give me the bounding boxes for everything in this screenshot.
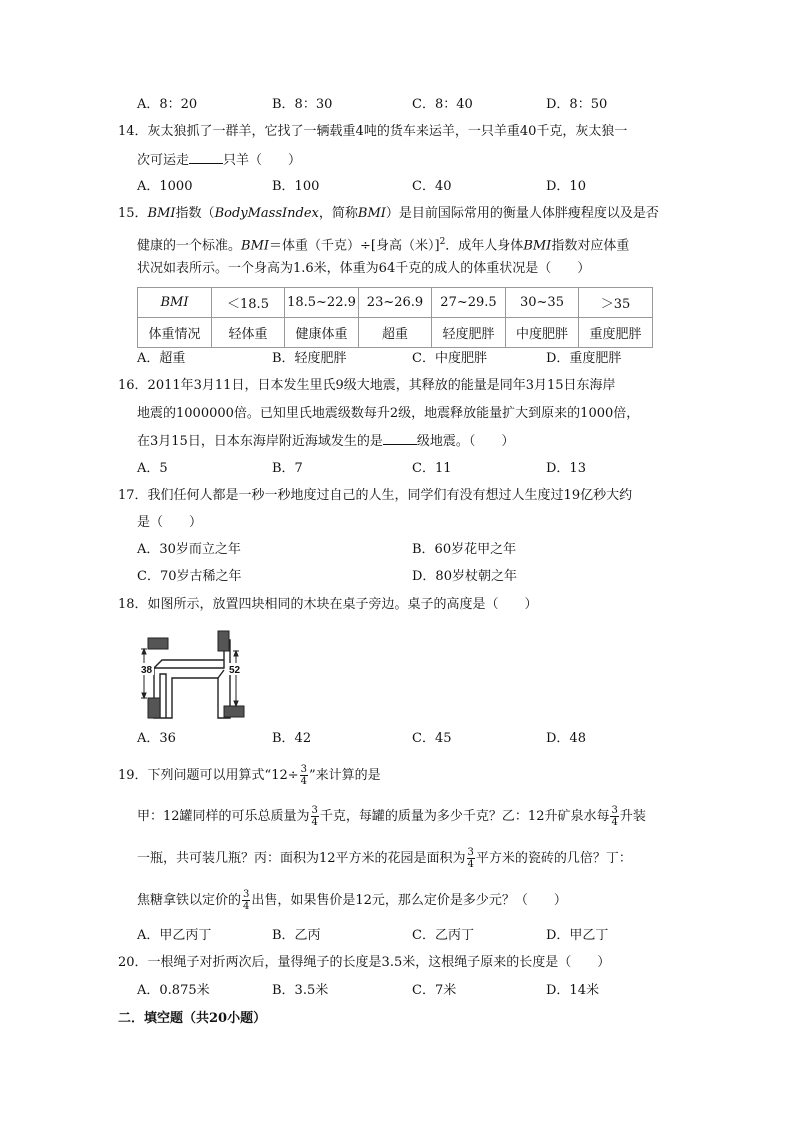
q15-option-c: C．中度肥胖 xyxy=(412,351,487,366)
bmi-table-cell: 体重情况 xyxy=(138,318,212,348)
bmi-table-cell: 27~29.5 xyxy=(432,288,506,318)
q19-stem-line2 xyxy=(137,804,646,830)
q14-blank xyxy=(189,151,223,164)
q15-text: ，简称 xyxy=(318,206,358,221)
fraction-denominator: 4 xyxy=(311,817,318,828)
bmi-table-row xyxy=(138,288,653,318)
q16-stem-line2: 地震的1000000倍。已知里氏地震级数每升2级，地震释放能量扩大到原来的1000倍， xyxy=(137,406,640,421)
fraction-3-4 xyxy=(242,889,250,912)
wood-block xyxy=(148,698,160,718)
q19-text: 19．下列问题可以用算式“12÷ xyxy=(118,768,299,783)
section-title: 二．填空题（共20小题） xyxy=(118,1011,267,1026)
q14-stem-line1: 14．灰太狼抓了一群羊，它找了一辆载重4吨的货车来运羊，一只羊重40千克，灰太狼一 xyxy=(118,124,628,139)
q17-option-d: D．80岁杖朝之年 xyxy=(412,569,517,584)
q15-superscript: 2 xyxy=(439,237,446,247)
q19-stem-line3 xyxy=(137,846,632,872)
q14-option-d: D．10 xyxy=(546,179,586,194)
q18-option-b: B．42 xyxy=(272,731,312,746)
q18-option-a: A．36 xyxy=(137,731,176,746)
q15-option-b: B．轻度肥胖 xyxy=(272,351,347,366)
q14-stem-tail: 只羊（ ） xyxy=(223,153,302,168)
q15-stem-line3: 状况如表所示。一个身高为1.6米，体重为64千克的成人的体重状况是（ ） xyxy=(137,261,591,276)
q15-text: 指数对应体重 xyxy=(551,238,630,254)
q18-option-c: C．45 xyxy=(412,731,452,746)
q14-option-b: B．100 xyxy=(272,179,320,194)
q19-text: ”来计算的是 xyxy=(309,768,381,783)
fraction-numerator: 3 xyxy=(300,764,307,775)
bmi-table-row xyxy=(138,318,653,348)
wood-block xyxy=(218,631,229,651)
q15-text: 健康的一个标准。 xyxy=(137,238,242,254)
fraction-3-4 xyxy=(300,764,308,787)
q15-stem-line2 xyxy=(137,233,629,255)
fraction-3-4 xyxy=(311,805,319,828)
q14-stem-text: 次可运走 xyxy=(137,153,190,168)
bmi-table-cell: 中度肥胖 xyxy=(506,318,579,348)
bmi-table-cell: ＞35 xyxy=(579,288,653,318)
q19-text: 甲：12罐同样的可乐总质量为 xyxy=(137,809,310,824)
q20-option-c: C．7米 xyxy=(412,983,457,998)
fraction-numerator: 3 xyxy=(243,889,250,900)
q13-option-b: B．8：30 xyxy=(272,97,333,112)
fraction-numerator: 3 xyxy=(467,847,474,858)
q15-formula: ＝体重（千克）÷[身高（米）] xyxy=(269,238,440,254)
q15-stem-line1 xyxy=(118,205,659,223)
q16-stem-line1: 16．2011年3月11日，日本发生里氏9级大地震，其释放的能量是同年3月15日东海岸 xyxy=(118,378,616,393)
q16-option-c: C．11 xyxy=(412,461,452,476)
q17-stem-line2: 是（ ） xyxy=(137,515,203,530)
fraction-3-4 xyxy=(467,847,475,870)
q17-option-c: C．70岁古稀之年 xyxy=(137,569,242,584)
q17-option-b: B．60岁花甲之年 xyxy=(412,542,517,557)
q15-option-d: D．重度肥胖 xyxy=(546,351,622,366)
q15-bmi-term: BMI xyxy=(523,238,552,254)
q19-text: 平方米的瓷砖的几倍？丁： xyxy=(475,851,632,866)
q20-option-a: A．0.875米 xyxy=(137,983,210,998)
fraction-denominator: 4 xyxy=(611,817,618,828)
bmi-table-cell: ＜18.5 xyxy=(212,288,285,318)
table-blocks-figure xyxy=(140,630,250,722)
q15-text: ）是目前国际常用的衡量人体胖瘦程度以及是否 xyxy=(385,206,659,221)
q15-bmi-term: BMI xyxy=(357,206,386,221)
q15-text: ．成年人身体 xyxy=(445,238,524,254)
q19-stem-line4 xyxy=(137,888,567,914)
q14-option-a: A．1000 xyxy=(137,179,193,194)
q19-option-b: B．乙丙 xyxy=(272,928,321,943)
fraction-numerator: 3 xyxy=(311,805,318,816)
table-outline xyxy=(154,640,230,718)
q15-bmi-term: BMI xyxy=(147,206,176,221)
bmi-table-cell: 轻体重 xyxy=(212,318,285,348)
bmi-table xyxy=(137,287,653,348)
q15-bmi-full: BodyMassIndex xyxy=(214,206,319,221)
q16-stem-tail: 级地震。（ ） xyxy=(416,434,515,449)
q16-option-b: B．7 xyxy=(272,461,303,476)
figure-label-left: 38 xyxy=(141,665,153,676)
fraction-denominator: 4 xyxy=(243,901,250,912)
q19-option-d: D．甲乙丁 xyxy=(546,928,609,943)
q20-option-d: D．14米 xyxy=(546,983,599,998)
q16-stem-text: 在3月15日，日本东海岸附近海域发生的是 xyxy=(137,434,383,449)
q13-option-a: A．8：20 xyxy=(137,97,198,112)
q16-blank xyxy=(383,432,417,445)
q18-stem-line1: 18．如图所示，放置四块相同的木块在桌子旁边。桌子的高度是（ ） xyxy=(118,597,538,612)
bmi-table-cell: 超重 xyxy=(359,318,432,348)
q17-option-a: A．30岁而立之年 xyxy=(137,542,241,557)
bmi-table-cell: 30~35 xyxy=(506,288,579,318)
q13-option-c: C．8：40 xyxy=(412,97,473,112)
q19-text: 升装 xyxy=(619,809,646,824)
bmi-table-cell: 健康体重 xyxy=(285,318,359,348)
q19-text: 千克，每罐的质量为多少千克？乙：12升矿泉水每 xyxy=(319,809,610,824)
q15-number: 15． xyxy=(118,206,148,221)
q18-option-d: D．48 xyxy=(546,731,586,746)
q19-text: 出售，如果售价是12元，那么定价是多少元？（ ） xyxy=(251,893,567,908)
q15-text: 指数（ xyxy=(175,206,215,221)
q19-option-a: A．甲乙丙丁 xyxy=(137,928,212,943)
fraction-numerator: 3 xyxy=(611,805,618,816)
q16-option-d: D．13 xyxy=(546,461,586,476)
q15-bmi-term: BMI xyxy=(241,238,270,254)
q19-option-c: C．乙丙丁 xyxy=(412,928,474,943)
bmi-table-cell: 轻度肥胖 xyxy=(432,318,506,348)
q14-stem-line2 xyxy=(137,151,301,170)
bmi-table-cell: 重度肥胖 xyxy=(579,318,653,348)
q16-stem-line3 xyxy=(137,432,514,451)
fraction-denominator: 4 xyxy=(300,776,307,787)
q16-option-a: A．5 xyxy=(137,461,168,476)
bmi-table-cell: 18.5~22.9 xyxy=(285,288,359,318)
dimension-right xyxy=(233,651,239,706)
q20-stem-line1: 20．一根绳子对折两次后，量得绳子的长度是3.5米，这根绳子原来的长度是（ ） xyxy=(118,955,611,970)
bmi-table-cell xyxy=(138,288,212,318)
bmi-header: BMI xyxy=(160,295,189,310)
q13-option-d: D．8：50 xyxy=(546,97,608,112)
q17-stem-line1: 17．我们任何人都是一秒一秒地度过自己的人生，同学们有没有想过人生度过19亿秒大约 xyxy=(118,488,633,503)
wood-block xyxy=(224,706,244,717)
q15-option-a: A．超重 xyxy=(137,351,186,366)
q14-option-c: C．40 xyxy=(412,179,452,194)
wood-block xyxy=(148,638,168,649)
bmi-table-cell: 23~26.9 xyxy=(359,288,432,318)
q19-text: 一瓶，共可装几瓶？丙：面积为12平方米的花园是面积为 xyxy=(137,851,466,866)
fraction-denominator: 4 xyxy=(467,859,474,870)
q19-stem-line1 xyxy=(118,764,381,788)
fraction-3-4 xyxy=(610,805,618,828)
figure-label-right: 52 xyxy=(229,665,241,676)
q19-text: 焦糖拿铁以定价的 xyxy=(137,893,242,908)
q20-option-b: B．3.5米 xyxy=(272,983,329,998)
